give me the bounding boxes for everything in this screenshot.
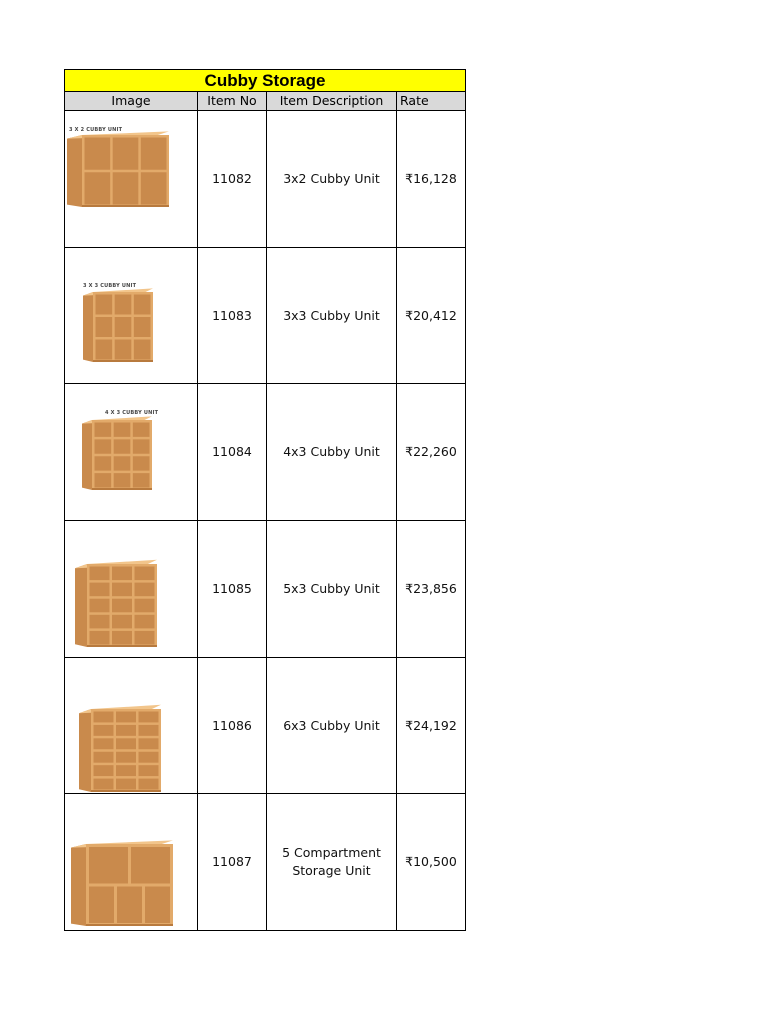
cubby-unit-image [75,557,159,651]
sheet-title: Cubby Storage [64,69,466,92]
product-caption: 3 X 3 CUBBY UNIT [83,282,137,289]
header-item-no: Item No [198,92,267,110]
item-description: 3x3 Cubby Unit [267,248,397,384]
product-image-cell [65,658,198,794]
header-rate: Rate [400,93,429,108]
item-rate: ₹22,260 [405,444,457,460]
product-image-cell [65,248,198,384]
item-description: 6x3 Cubby Unit [267,658,397,794]
item-no: 11083 [198,248,267,384]
cubby-unit-image [67,129,171,211]
product-caption: 3 X 2 CUBBY UNIT [69,127,123,133]
table-row [64,384,466,521]
item-no: 11086 [198,658,267,794]
table-row [64,794,466,931]
table-row [64,111,466,248]
item-rate: ₹23,856 [405,580,457,596]
product-image-cell [65,794,198,930]
item-description: 4x3 Cubby Unit [267,384,397,520]
item-rate: ₹20,412 [405,307,457,323]
item-no: 11085 [198,521,267,657]
item-rate: ₹24,192 [405,717,457,733]
table-row [64,248,466,385]
item-no: 11087 [198,794,267,930]
table-row [64,658,466,795]
item-no: 11084 [198,384,267,520]
storage-unit-image [71,838,175,930]
header-row [64,92,466,111]
item-rate: ₹16,128 [405,170,457,186]
product-image-cell [65,384,198,520]
product-image-cell [65,111,198,247]
product-image-cell [65,521,198,657]
cubby-unit-image [83,286,155,366]
item-no: 11082 [198,111,267,247]
product-caption: 4 X 3 CUBBY UNIT [105,410,159,417]
item-description: 3x2 Cubby Unit [267,111,397,247]
item-description: 5 Compartment Storage Unit [267,794,397,930]
cubby-unit-image [79,702,163,796]
cubby-unit-image [82,414,154,494]
item-description: 5x3 Cubby Unit [267,521,397,657]
table-row [64,521,466,658]
header-image: Image [65,92,198,110]
item-rate: ₹10,500 [405,854,457,870]
header-item-description: Item Description [267,92,397,110]
price-sheet [64,69,466,931]
